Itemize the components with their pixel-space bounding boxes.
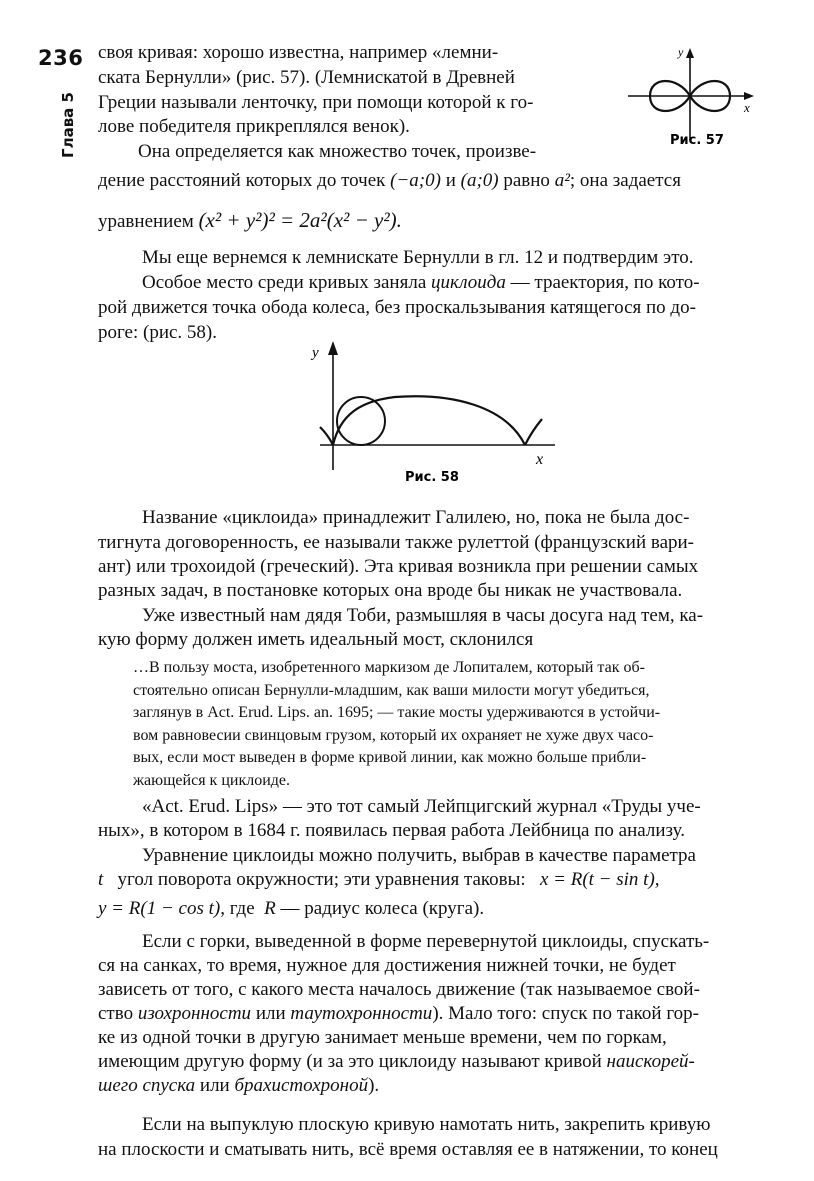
text-line: ных», в котором в 1684 г. появилась первая работа Лейбница по анализу. — [98, 820, 685, 841]
term-italic: циклоида — [431, 272, 506, 293]
fig57-caption: Рис. 57 — [670, 133, 724, 148]
text-line: роге: (рис. 58). — [98, 322, 218, 343]
text-line: зависеть от того, с какого места началось движение (так называемое свой- — [98, 979, 700, 1000]
figure-57-lemniscate — [620, 40, 760, 155]
text-span: ство — [98, 1003, 134, 1024]
text-line: ант) или трохоидой (греческий). Эта кривая возникла при решении самых — [98, 556, 699, 577]
text-span: дение расстояний которых до точек — [98, 170, 386, 191]
term-italic: таутохронности — [290, 1003, 433, 1024]
text-line: Если с горки, выведенной в форме перевернутой циклоиды, спускать- — [142, 931, 710, 952]
quote-line: стоятельно описан Бернулли-младшим, как ваши милости могут убедиться, — [133, 682, 650, 699]
text-line: Уже известный нам дядя Тоби, размышляя в часы досуга над тем, ка- — [142, 605, 704, 626]
text-line: Если на выпуклую плоскую кривую намотать нить, закрепить кривую — [142, 1114, 711, 1135]
text-line: Она определяется как множество точек, произве- — [138, 141, 537, 162]
text-span: ; она задается — [569, 170, 681, 191]
text-span: , где — [220, 898, 255, 919]
text-span: — траектория, по кото- — [510, 272, 700, 293]
page-number: 236 — [38, 46, 84, 70]
fig57-y-arrow — [686, 48, 694, 58]
fig58-curve-right-tail — [525, 419, 542, 445]
text-line: Мы еще вернемся к лемнискате Бернулли в гл. 12 и подтвердим это. — [142, 247, 694, 268]
fig58-curve-left-tail — [320, 427, 333, 445]
term-italic: наискорей- — [606, 1051, 695, 1072]
fig57-x-arrow — [744, 92, 754, 100]
lemniscate-equation: (x² + y²)² = 2a²(x² − y²). — [198, 208, 402, 232]
math-inline: (−a;0) — [390, 170, 441, 191]
text-line — [98, 868, 660, 892]
text-line: тигнута договоренность, ее называли также рулеттой (французский вари- — [98, 532, 695, 553]
quote-line: вых, если мост выведен в форме кривой линии, как можно больше прибли- — [133, 749, 647, 766]
text-line: ската Бернулли» (рис. 57). (Лемнискатой в Древней — [98, 67, 515, 88]
text-line: своя кривая: хорошо известна, например «лемни- — [98, 42, 499, 63]
text-line — [98, 169, 681, 193]
fig58-caption: Рис. 58 — [405, 470, 459, 485]
text-line: Уравнение циклоиды можно получить, выбрав в качестве параметра — [142, 845, 696, 866]
text-line — [98, 1050, 695, 1074]
math-inline: a² — [554, 170, 570, 191]
text-line: на плоскости и сматывать нить, всё время оставляя ее в натяжении, то конец — [98, 1139, 718, 1160]
text-line: лове победителя прикреплялся венок). — [98, 116, 410, 137]
term-italic: изохронности — [137, 1003, 252, 1024]
text-line: разных задач, в постановке которых она вроде бы никак не участвовала. — [98, 580, 683, 601]
text-span: Особое место среди кривых заняла — [142, 272, 427, 293]
quote-line: заглянув в Act. Erud. Lips. an. 1695; — такие мосты удерживаются в устойчи- — [133, 704, 661, 721]
text-line — [98, 208, 402, 234]
fig57-y-label: y — [678, 45, 684, 59]
text-span: ). — [368, 1075, 380, 1096]
math-inline: (a;0) — [460, 170, 499, 191]
text-line — [98, 1002, 699, 1026]
fig58-y-label: y — [312, 345, 319, 361]
text-span: уравнением — [98, 211, 194, 232]
text-span: ). Мало того: спуск по такой гор- — [432, 1003, 699, 1024]
chapter-label-text: Глава 5 — [59, 92, 77, 158]
text-span: или — [199, 1075, 230, 1096]
quote-line: …В пользу моста, изобретенного маркизом де Лопиталем, который так об- — [133, 659, 645, 676]
text-line: ке из одной точки в другую занимает меньше времени, чем по горкам, — [98, 1027, 667, 1048]
fig57-x-label: x — [744, 100, 750, 115]
cycloid-equation-y: y = R(1 − cos t) — [98, 898, 221, 919]
text-line: рой движется точка обода колеса, без проскальзывания катящегося по до- — [98, 297, 696, 318]
quote-line: вом равновесии свинцовым грузом, который их охраняет не хуже двух часо- — [133, 727, 654, 744]
text-span: угол поворота окружности; эти уравнения таковы: — [117, 869, 526, 890]
text-span: равно — [503, 170, 550, 191]
text-line — [142, 271, 700, 295]
text-line: «Act. Erud. Lips» — это тот самый Лейпцигский журнал «Труды уче- — [142, 796, 701, 817]
math-inline: R — [264, 898, 276, 919]
figure-58-cycloid — [300, 335, 560, 490]
text-line — [98, 897, 484, 921]
text-span: и — [445, 170, 456, 191]
text-line: ся на санках, то время, нужное для достижения нижней точки, не будет — [98, 955, 676, 976]
fig58-x-label: x — [536, 451, 544, 468]
cycloid-equation-x: x = R(t − sin t), — [539, 869, 660, 890]
text-span: имеющим другую форму (и за это циклоиду называют кривой — [98, 1051, 602, 1072]
fig58-y-arrow — [328, 341, 338, 355]
text-line: Греции называли ленточку, при помощи которой к го- — [98, 92, 534, 113]
text-span: — радиус колеса (круга). — [280, 898, 485, 919]
text-line: кую форму должен иметь идеальный мост, склонился — [98, 629, 534, 650]
chapter-label — [58, 80, 78, 170]
text-line — [98, 1074, 379, 1098]
math-inline: t — [98, 869, 104, 890]
fig58-curve — [333, 396, 525, 445]
quote-line: жающейся к циклоиде. — [133, 772, 291, 789]
term-italic: брахистохроной — [234, 1075, 369, 1096]
text-span: или — [255, 1003, 286, 1024]
term-italic: шего спуска — [98, 1075, 196, 1096]
text-line: Название «циклоида» принадлежит Галилею, но, пока не была дос- — [142, 507, 690, 528]
